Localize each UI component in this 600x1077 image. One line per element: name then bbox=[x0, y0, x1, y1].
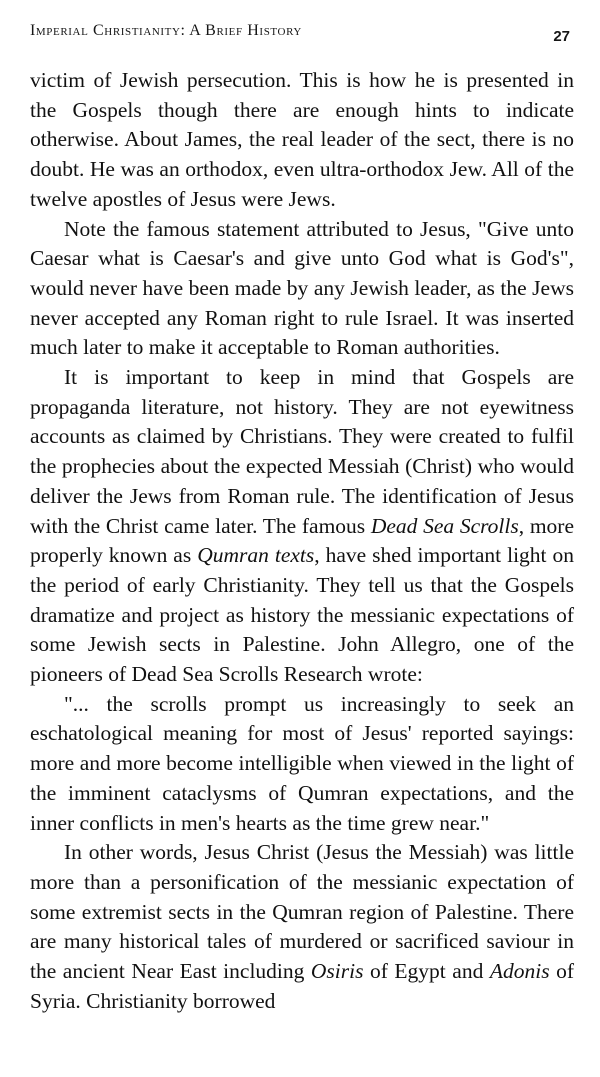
paragraph-text-segment: It is important to keep in mind that Gospels are propaganda literature, not history. They are not eyewitness accounts as claimed by Christians. They were created to fulfil the prophecies about the expected Messiah (Christ) who would deliver the Jews from Roman rule. The identification of Jesus with the Christ came later. The famous bbox=[30, 365, 574, 538]
paragraph-continued: victim of Jewish persecution. This is how he is presented in the Gospels though there are enough hints to indicate otherwise. About James, the real leader of the sect, there is no doubt. He was an orthodox, even ultra-orthodox Jew. All of the twelve apostles of Jesus were Jews. bbox=[30, 68, 574, 211]
paragraph-text-segment: , have shed important light on the period of early Christianity. They tell us that the Gospels dramatize and project as history the messianic expectations of some Jewish sects in Palestine. John Allegro, one of the pioneers of Dead Sea Scrolls Research wrote: bbox=[30, 543, 574, 687]
paragraph-gospels-propaganda bbox=[30, 363, 574, 690]
paragraph-text-segment: In other words, Jesus Christ (Jesus the Messiah) was little more than a personification of the messianic expectation of some extremist sects in the Qumran region of Palestine. There are many historical tales of murdered or sacrificed saviour in the ancient Near East including bbox=[30, 840, 574, 984]
italic-name-osiris: Osiris bbox=[310, 959, 364, 984]
paragraph-text-segment: , more properly known as bbox=[30, 513, 574, 568]
body-text bbox=[30, 66, 574, 1017]
page-number: 27 bbox=[553, 28, 570, 45]
paragraph-text-segment: of Egypt and bbox=[363, 959, 490, 984]
italic-name-adonis: Adonis bbox=[489, 959, 550, 984]
running-head-title: Imperial Christianity: A Brief History bbox=[30, 22, 302, 39]
block-quote-allegro: "... the scrolls prompt us increasingly to seek an eschatological meaning for most of Jesus' reported sayings: more and more become intelligible when viewed in the light of the imminent cataclysms of Qumran expectations, and the inner conflicts in men's hearts as the time grew near." bbox=[30, 691, 574, 835]
paragraph-in-other-words bbox=[30, 838, 574, 1016]
paragraph-caesar-statement: Note the famous statement attributed to Jesus, "Give unto Caesar what is Caesar's and give unto God what is God's", would never have been made by any Jewish leader, as the Jews never accepted any Roman right to rule Israel. It was inserted much later to make it acceptable to Roman authorities. bbox=[30, 216, 574, 360]
italic-title-qumran-texts: Qumran texts bbox=[197, 543, 315, 568]
paragraph-text-segment: of Syria. Christianity borrowed bbox=[30, 959, 574, 1013]
page-header bbox=[30, 20, 570, 46]
italic-title-dead-sea-scrolls: Dead Sea Scrolls bbox=[370, 513, 519, 538]
